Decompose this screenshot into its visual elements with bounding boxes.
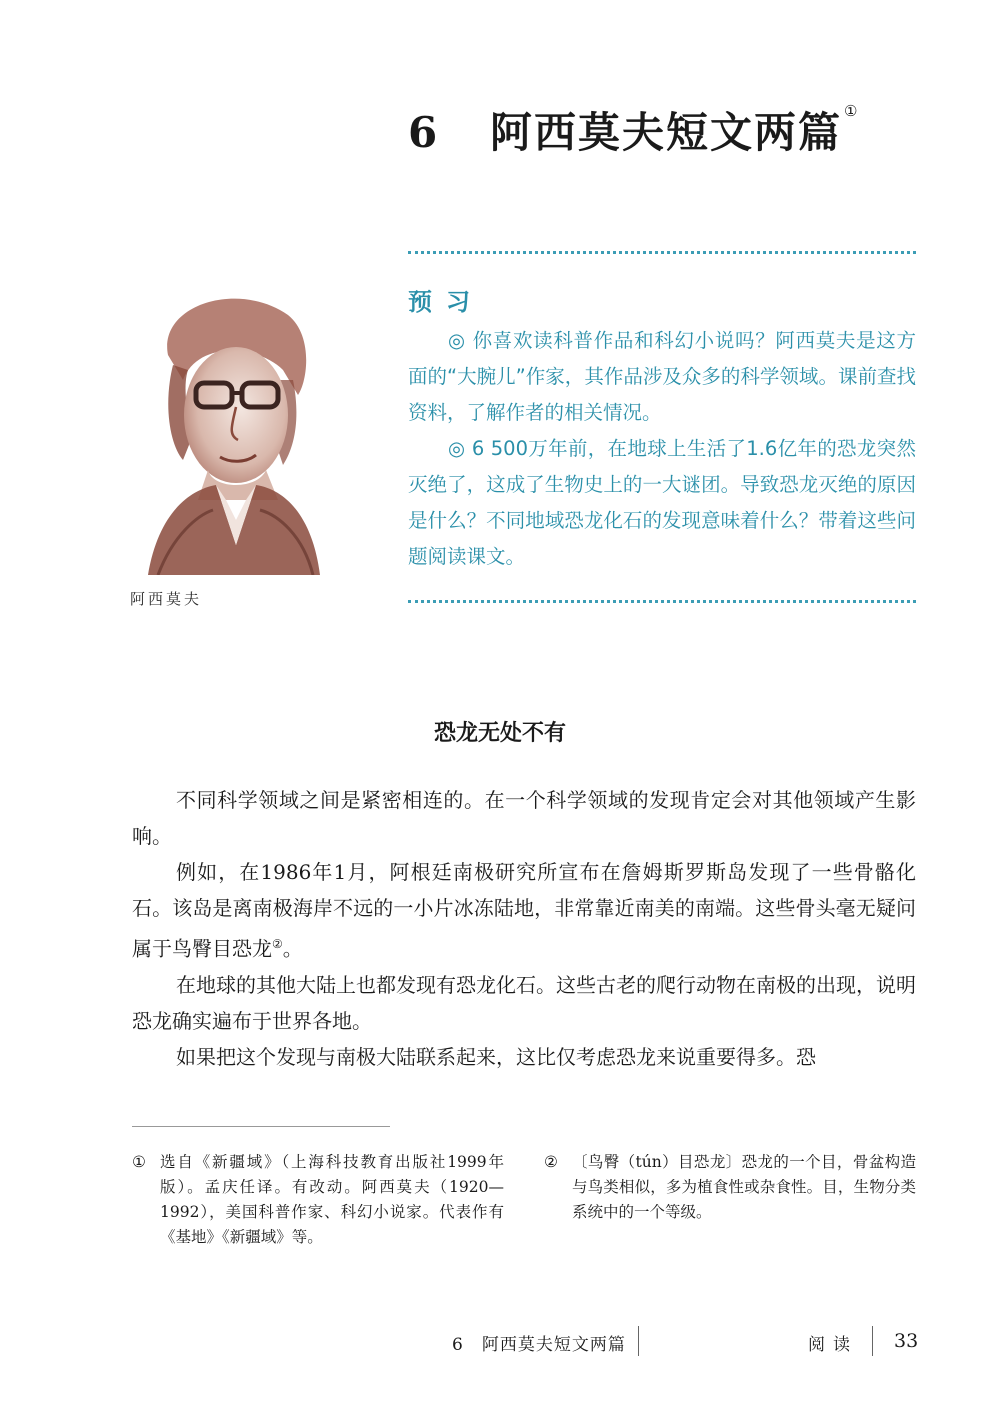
footer-separator xyxy=(872,1326,873,1356)
article-paragraph-2 xyxy=(132,854,916,967)
preview-bottom-divider xyxy=(408,600,916,603)
footnote-ref-2[interactable]: ② xyxy=(272,937,283,951)
footnote-2-text: 〔鸟臀（tún）目恐龙〕恐龙的一个目，骨盆构造与鸟类相似，多为植食性或杂食性。目，生物分类系统中的一个等级。 xyxy=(572,1153,916,1221)
lesson-footnote-ref[interactable]: ① xyxy=(844,102,860,120)
footer-lesson-title: 6 阿西莫夫短文两篇 xyxy=(452,1335,626,1355)
portrait-caption: 阿西莫夫 xyxy=(130,590,203,608)
footnote-2-mark: ② xyxy=(544,1153,558,1171)
preview-top-divider xyxy=(408,251,916,254)
footer-section: 阅读 xyxy=(808,1335,858,1355)
article-paragraph-3: 在地球的其他大陆上也都发现有恐龙化石。这些古老的爬行动物在南极的出现，说明恐龙确实遍布于世界各地。 xyxy=(132,972,916,1033)
page-number: 33 xyxy=(894,1330,919,1352)
article-paragraph-2-end: 。 xyxy=(282,936,303,961)
footnote-1 xyxy=(132,1150,504,1250)
footnote-divider xyxy=(132,1126,390,1127)
footer-separator xyxy=(638,1326,639,1356)
article-paragraph-4: 如果把这个发现与南极大陆联系起来，这比仅考虑恐龙来说重要得多。恐 xyxy=(176,1044,816,1069)
article-body xyxy=(132,782,916,1075)
footnote-1-mark: ① xyxy=(132,1153,146,1171)
footnote-1-text: 选自《新疆域》（上海科技教育出版社1999年版）。孟庆任译。有改动。阿西莫夫（1920—1992），美国科普作家、科幻小说家。代表作有《基地》《新疆域》等。 xyxy=(160,1153,504,1246)
article-title: 恐龙无处不有 xyxy=(433,721,566,746)
lesson-title-text: 阿西莫夫短文两篇 xyxy=(490,108,843,157)
article-paragraph-1: 不同科学领域之间是紧密相连的。在一个科学领域的发现肯定会对其他领域产生影响。 xyxy=(132,788,916,848)
preview-heading: 预习 xyxy=(408,288,484,316)
preview-paragraph-2: ◎ 6 500万年前，在地球上生活了1.6亿年的恐龙突然灭绝了，这成了生物史上的一大谜团。导致恐龙灭绝的原因是什么？不同地域恐龙化石的发现意味着什么？带着这些问题阅读课文。 xyxy=(408,437,916,568)
preview-box xyxy=(408,282,916,575)
author-portrait xyxy=(128,285,323,575)
lesson-title xyxy=(408,100,859,160)
lesson-number: 6 xyxy=(408,108,440,157)
article-paragraph-2-text: 例如，在1986年1月，阿根廷南极研究所宣布在詹姆斯罗斯岛发现了一些骨骼化石。该岛是离南极海岸不远的一小片冰冻陆地，非常靠近南美的南端。这些骨头毫无疑问属于鸟臀目恐龙 xyxy=(132,860,916,961)
footnote-2 xyxy=(544,1150,916,1225)
preview-paragraph-1: ◎ 你喜欢读科普作品和科幻小说吗？阿西莫夫是这方面的“大腕儿”作家，其作品涉及众多的科学领域。课前查找资料，了解作者的相关情况。 xyxy=(408,329,916,424)
